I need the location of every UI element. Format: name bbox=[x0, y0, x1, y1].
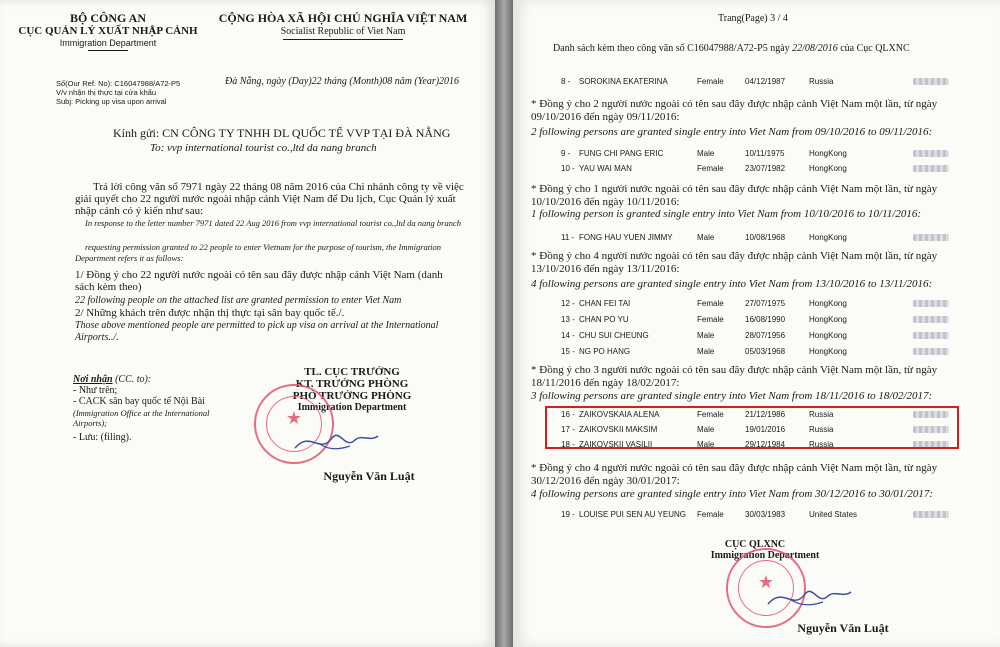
person-name: CHAN FEI TAI bbox=[579, 299, 631, 308]
sign-title-2: Immigration Department bbox=[710, 550, 820, 561]
country-name-vn: CỘNG HÒA XÃ HỘI CHỦ NGHĨA VIỆT NAM bbox=[218, 11, 468, 25]
person-nationality: HongKong bbox=[809, 347, 847, 356]
row-number: 15 - bbox=[561, 347, 575, 356]
date-line: Đà Nẵng, ngày (Day)22 tháng (Month)08 năm (Year)2016 bbox=[225, 76, 460, 87]
divider bbox=[88, 50, 128, 51]
recipient-2-en: (Immigration Office at the International Airports); bbox=[73, 408, 210, 428]
person-nationality: Russia bbox=[809, 440, 834, 449]
signature-mark bbox=[290, 420, 380, 460]
group-statement-vn: * Đồng ý cho 4 người nước ngoài có tên sau đây được nhập cảnh Việt Nam một lần, từ ngày 13/10/2016 đến ngày 13/11/2016: bbox=[531, 250, 938, 275]
sign-title-2: KT. TRƯỞNG PHÒNG bbox=[295, 378, 409, 390]
row-number: 16 - bbox=[561, 410, 575, 419]
person-nationality: Russia bbox=[809, 77, 834, 86]
redacted-passport-number bbox=[913, 348, 949, 355]
person-nationality: United States bbox=[809, 510, 858, 519]
redacted-passport-number bbox=[913, 300, 949, 307]
person-name: FUNG CHI PANG ERIC bbox=[579, 149, 664, 158]
person-sex: Male bbox=[697, 331, 715, 340]
row-number: 10 - bbox=[561, 164, 575, 173]
table-row bbox=[513, 163, 1000, 175]
person-sex: Female bbox=[697, 410, 724, 419]
row-number: 13 - bbox=[561, 315, 575, 324]
person-name: NG PO HANG bbox=[579, 347, 631, 356]
sign-title-3: PHÓ TRƯỞNG PHÒNG bbox=[292, 390, 412, 402]
row-number: 19 - bbox=[561, 510, 575, 519]
table-row bbox=[513, 298, 1000, 310]
row-number: 18 - bbox=[561, 440, 575, 449]
person-name: ZAIKOVSKII MAKSIM bbox=[579, 425, 658, 434]
person-nationality: HongKong bbox=[809, 233, 847, 242]
person-dob: 21/12/1986 bbox=[745, 410, 786, 419]
person-dob: 28/07/1956 bbox=[745, 331, 786, 340]
recipient-3: - Lưu: (filing). bbox=[73, 432, 132, 443]
row-number: 11 - bbox=[561, 233, 575, 242]
person-name: ZAIKOVSKAIA ALENA bbox=[579, 410, 660, 419]
group-statement-en: 1 following person is granted single entry into Viet Nam from 10/10/2016 to 10/11/2016: bbox=[531, 208, 921, 220]
person-dob: 10/08/1968 bbox=[745, 233, 786, 242]
redacted-passport-number bbox=[913, 316, 949, 323]
person-dob: 23/07/1982 bbox=[745, 164, 786, 173]
recipient-2: - CACK sân bay quốc tế Nội Bài bbox=[73, 396, 205, 407]
department-name-vn: CỤC QUẢN LÝ XUẤT NHẬP CẢNH bbox=[18, 25, 198, 37]
redacted-passport-number bbox=[913, 78, 949, 85]
person-nationality: HongKong bbox=[809, 315, 847, 324]
table-row bbox=[513, 509, 1000, 521]
paragraph-1-vn: Trả lời công văn số 7971 ngày 22 tháng 08 năm 2016 của Chi nhánh công ty về việc giải quyết cho 22 người nước ngoài nhập cảnh Việt Nam để Du lịch, Cục Quản lý xuất nhập cảnh có ý kiến như sau: bbox=[75, 181, 464, 217]
group-statement-vn: * Đồng ý cho 4 người nước ngoài có tên sau đây được nhập cảnh Việt Nam một lần, từ ngày 30/12/2016 đến ngày 30/01/2017: bbox=[531, 462, 938, 487]
sign-title-1: TL. CỤC TRƯỞNG bbox=[304, 366, 400, 378]
table-row bbox=[513, 346, 1000, 358]
person-sex: Male bbox=[697, 149, 715, 158]
group-statement-en: 4 following persons are granted single entry into Viet Nam from 13/10/2016 to 13/11/2016: bbox=[531, 278, 933, 290]
right-page bbox=[513, 0, 1000, 647]
person-dob: 29/12/1984 bbox=[745, 440, 786, 449]
table-row bbox=[513, 330, 1000, 342]
recipient-1: - Như trên; bbox=[73, 385, 118, 396]
person-name: CHU SUI CHEUNG bbox=[579, 331, 649, 340]
row-number: 17 - bbox=[561, 425, 575, 434]
person-nationality: HongKong bbox=[809, 331, 847, 340]
person-nationality: HongKong bbox=[809, 299, 847, 308]
subject-vn: V/v nhận thị thực tại cửa khẩu bbox=[56, 88, 157, 97]
highlight-box bbox=[545, 406, 959, 449]
row-number: 8 - bbox=[561, 77, 571, 86]
redacted-passport-number bbox=[913, 234, 949, 241]
redacted-passport-number bbox=[913, 150, 949, 157]
person-dob: 04/12/1987 bbox=[745, 77, 786, 86]
sign-title-1: CỤC QLXNC bbox=[724, 539, 786, 550]
person-sex: Female bbox=[697, 77, 724, 86]
redacted-passport-number bbox=[913, 165, 949, 172]
group-statement-en: 2 following persons are granted single entry into Viet Nam from 09/10/2016 to 09/11/2016: bbox=[531, 126, 933, 138]
person-dob: 30/03/1983 bbox=[745, 510, 786, 519]
group-statement-vn: * Đồng ý cho 3 người nước ngoài có tên sau đây được nhập cảnh Việt Nam một lần, từ ngày 18/11/2016 đến ngày 18/02/2017: bbox=[531, 364, 938, 389]
redacted-passport-number bbox=[913, 332, 949, 339]
person-nationality: HongKong bbox=[809, 149, 847, 158]
person-sex: Male bbox=[697, 440, 715, 449]
ministry-name: BỘ CÔNG AN bbox=[69, 11, 147, 25]
person-name: YAU WAI MAN bbox=[579, 164, 632, 173]
person-nationality: Russia bbox=[809, 425, 834, 434]
official-seal-stamp: ★ bbox=[726, 548, 806, 628]
person-sex: Male bbox=[697, 425, 715, 434]
redacted-passport-number bbox=[913, 511, 949, 518]
person-sex: Female bbox=[697, 164, 724, 173]
person-name: LOUISE PUI SEN AU YEUNG bbox=[579, 510, 686, 519]
item-1-vn: 1/ Đồng ý cho 22 người nước ngoài có tên sau đây được nhập cảnh Việt Nam (danh sách kèm theo) bbox=[75, 269, 443, 293]
group-statement-en: 3 following persons are granted single entry into Viet Nam from 18/11/2016 to 18/02/2017: bbox=[531, 390, 933, 402]
reference-number: Số(Our Ref. No): C16047988/A72-P5 bbox=[56, 79, 181, 88]
item-1-en: 22 following people on the attached list are granted permission to enter Viet Nam bbox=[75, 295, 402, 306]
department-name-en: Immigration Department bbox=[59, 38, 157, 48]
page-number: Trang(Page) 3 / 4 bbox=[718, 13, 788, 24]
person-sex: Female bbox=[697, 315, 724, 324]
person-name: FONG HAU YUEN JIMMY bbox=[579, 233, 673, 242]
row-number: 12 - bbox=[561, 299, 575, 308]
book-gutter bbox=[495, 0, 513, 647]
addressee-vn: Kính gửi: CN CÔNG TY TNHH DL QUỐC TẾ VVP TẠI ĐÀ NẴNG bbox=[113, 126, 451, 140]
table-row bbox=[513, 76, 1000, 88]
recipients-title: Nơi nhận bbox=[73, 374, 113, 385]
sign-title-4: Immigration Department bbox=[297, 402, 407, 413]
table-row bbox=[513, 232, 1000, 244]
person-dob: 19/01/2016 bbox=[745, 425, 786, 434]
person-dob: 05/03/1968 bbox=[745, 347, 786, 356]
item-2-en: Those above mentioned people are permitted to pick up visa on arrival at the International Airports../. bbox=[75, 320, 439, 343]
row-number: 9 - bbox=[561, 149, 571, 158]
person-nationality: HongKong bbox=[809, 164, 847, 173]
person-sex: Female bbox=[697, 299, 724, 308]
signature-mark bbox=[763, 578, 853, 618]
row-number: 14 - bbox=[561, 331, 575, 340]
person-dob: 16/08/1990 bbox=[745, 315, 786, 324]
divider bbox=[283, 39, 403, 40]
table-row bbox=[513, 314, 1000, 326]
list-header: Danh sách kèm theo công văn số C16047988/A72-P5 ngày 22/08/2016 của Cục QLXNC bbox=[553, 43, 910, 54]
item-2-vn: 2/ Những khách trên được nhận thị thực tại sân bay quốc tế./. bbox=[75, 307, 345, 319]
signer-name: Nguyễn Văn Luật bbox=[797, 621, 889, 635]
subject-en: Subj: Picking up visa upon arrival bbox=[56, 97, 167, 106]
person-nationality: Russia bbox=[809, 410, 834, 419]
person-dob: 10/11/1975 bbox=[745, 149, 785, 158]
person-dob: 27/07/1975 bbox=[745, 299, 786, 308]
group-statement-en: 4 following persons are granted single entry into Viet Nam from 30/12/2016 to 30/01/2017: bbox=[531, 488, 933, 500]
group-statement-vn: * Đồng ý cho 2 người nước ngoài có tên sau đây được nhập cảnh Việt Nam một lần, từ ngày 09/10/2016 đến ngày 09/11/2016: bbox=[531, 98, 938, 123]
country-name-en: Socialist Republic of Viet Nam bbox=[280, 26, 406, 37]
person-name: ZAIKOVSKII VASILII bbox=[579, 440, 653, 449]
paragraph-1-en-a: In response to the letter number 7971 dated 22 Aug 2016 from vvp international tourist co.,ltd da nang branch bbox=[85, 218, 462, 228]
addressee-en: To: vvp international tourist co.,ltd da nang branch bbox=[150, 142, 377, 154]
group-statement-vn: * Đồng ý cho 1 người nước ngoài có tên sau đây được nhập cảnh Việt Nam một lần, từ ngày 10/10/2016 đến ngày 10/11/2016: bbox=[531, 183, 938, 208]
person-sex: Female bbox=[697, 510, 724, 519]
person-sex: Male bbox=[697, 233, 715, 242]
person-sex: Male bbox=[697, 347, 715, 356]
person-name: CHAN PO YU bbox=[579, 315, 629, 324]
signer-name: Nguyễn Văn Luật bbox=[323, 469, 415, 483]
official-seal-stamp: ★ bbox=[254, 384, 334, 464]
left-page bbox=[0, 0, 495, 647]
recipients-title-en: (CC. to): bbox=[115, 374, 152, 385]
person-name: SOROKINA EKATERINA bbox=[579, 77, 668, 86]
paragraph-1-en-b: requesting permission granted to 22 people to enter Vietnam for the purpose of tourism, the Immigration Department refers it as follows: bbox=[75, 242, 442, 263]
table-row bbox=[513, 148, 1000, 160]
